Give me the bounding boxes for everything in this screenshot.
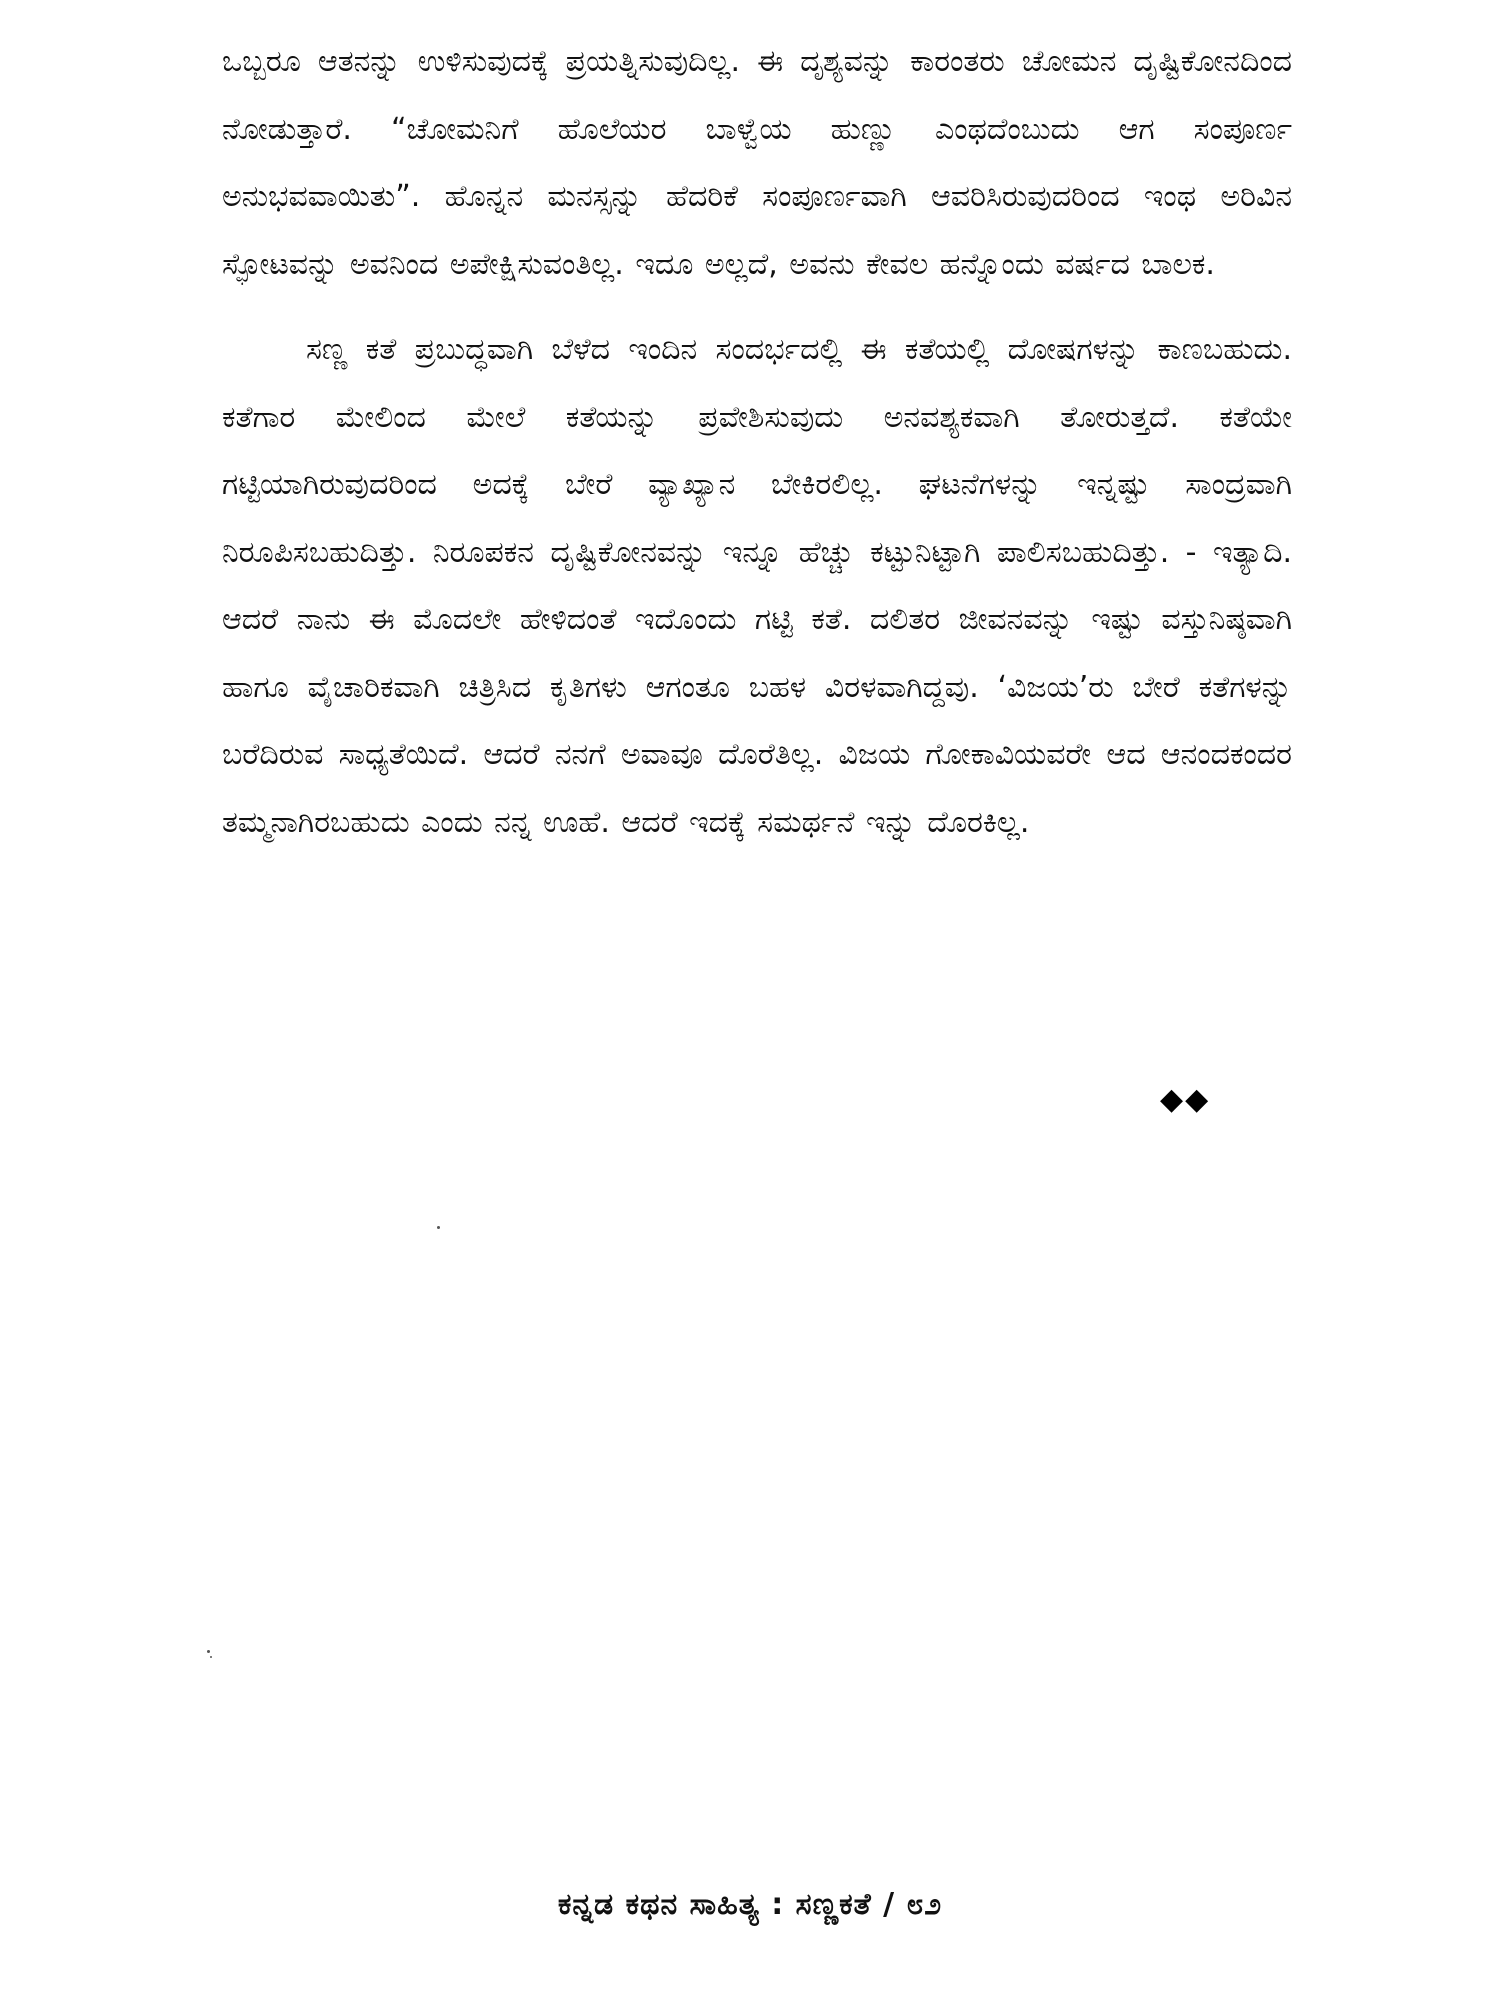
body-text <box>222 28 1292 856</box>
paragraph-2: ಸಣ್ಣ ಕತೆ ಪ್ರಬುದ್ಧವಾಗಿ ಬೆಳೆದ ಇಂದಿನ ಸಂದರ್ಭದಲ್ಲಿ ಈ ಕತೆಯಲ್ಲಿ ದೋಷಗಳನ್ನು ಕಾಣಬಹುದು. ಕತೆಗಾರ ಮೇಲಿಂದ ಮೇಲೆ ಕತೆಯನ್ನು ಪ್ರವೇಶಿಸುವುದು ಅನವಶ್ಯಕವಾಗಿ ತೋರುತ್ತದೆ. ಕತೆಯೇ ಗಟ್ಟಿಯಾಗಿರುವುದರಿಂದ ಅದಕ್ಕೆ ಬೇರೆ ವ್ಯಾಖ್ಯಾನ ಬೇಕಿರಲಿಲ್ಲ. ಘಟನೆಗಳನ್ನು ಇನ್ನಷ್ಟು ಸಾಂದ್ರವಾಗಿ ನಿರೂಪಿಸಬಹುದಿತ್ತು. ನಿರೂಪಕನ ದೃಷ್ಟಿಕೋನವನ್ನು ಇನ್ನೂ ಹೆಚ್ಚು ಕಟ್ಟುನಿಟ್ಟಾಗಿ ಪಾಲಿಸಬಹುದಿತ್ತು. - ಇತ್ಯಾದಿ. ಆದರೆ ನಾನು ಈ ಮೊದಲೇ ಹೇಳಿದಂತೆ ಇದೊಂದು ಗಟ್ಟಿ ಕತೆ. ದಲಿತರ ಜೀವನವನ್ನು ಇಷ್ಟು ವಸ್ತುನಿಷ್ಠವಾಗಿ ಹಾಗೂ ವೈಚಾರಿಕವಾಗಿ ಚಿತ್ರಿಸಿದ ಕೃತಿಗಳು ಆಗಂತೂ ಬಹಳ ವಿರಳವಾಗಿದ್ದವು. ‘ವಿಜಯ’ರು ಬೇರೆ ಕತೆಗಳನ್ನು ಬರೆದಿರುವ ಸಾಧ್ಯತೆಯಿದೆ. ಆದರೆ ನನಗೆ ಅವಾವೂ ದೊರೆತಿಲ್ಲ. ವಿಜಯ ಗೋಕಾವಿಯವರೇ ಆದ ಆನಂದಕಂದರ ತಮ್ಮನಾಗಿರಬಹುದು ಎಂದು ನನ್ನ ಊಹೆ. ಆದರೆ ಇದಕ್ಕೆ ಸಮರ್ಥನೆ ಇನ್ನು ದೊರಕಿಲ್ಲ. <box>222 332 1292 840</box>
scan-speck <box>437 1226 440 1229</box>
paragraph-1: ಒಬ್ಬರೂ ಆತನನ್ನು ಉಳಿಸುವುದಕ್ಕೆ ಪ್ರಯತ್ನಿಸುವುದಿಲ್ಲ. ಈ ದೃಶ್ಯವನ್ನು ಕಾರಂತರು ಚೋಮನ ದೃಷ್ಟಿಕೋನದಿಂದ ನೋಡುತ್ತಾರೆ. “ಚೋಮನಿಗೆ ಹೊಲೆಯರ ಬಾಳ್ವೆಯ ಹುಣ್ಣು ಎಂಥದೆಂಬುದು ಆಗ ಸಂಪೂರ್ಣ ಅನುಭವವಾಯಿತು”. ಹೊನ್ನನ ಮನಸ್ಸನ್ನು ಹೆದರಿಕೆ ಸಂಪೂರ್ಣವಾಗಿ ಆವರಿಸಿರುವುದರಿಂದ ಇಂಥ ಅರಿವಿನ ಸ್ಫೋಟವನ್ನು ಅವನಿಂದ ಅಪೇಕ್ಷಿಸುವಂತಿಲ್ಲ. ಇದೂ ಅಲ್ಲದೆ, ಅವನು ಕೇವಲ ಹನ್ನೊಂದು ವರ್ಷದ ಬಾಲಕ. <box>222 44 1292 282</box>
section-end-ornament: ◆◆ <box>1160 1082 1211 1117</box>
page-footer: ಕನ್ನಡ ಕಥನ ಸಾಹಿತ್ಯ : ಸಣ್ಣಕತೆ / ೮೨ <box>557 1887 943 1922</box>
scan-speck <box>210 1656 212 1658</box>
scan-speck <box>207 1650 210 1653</box>
